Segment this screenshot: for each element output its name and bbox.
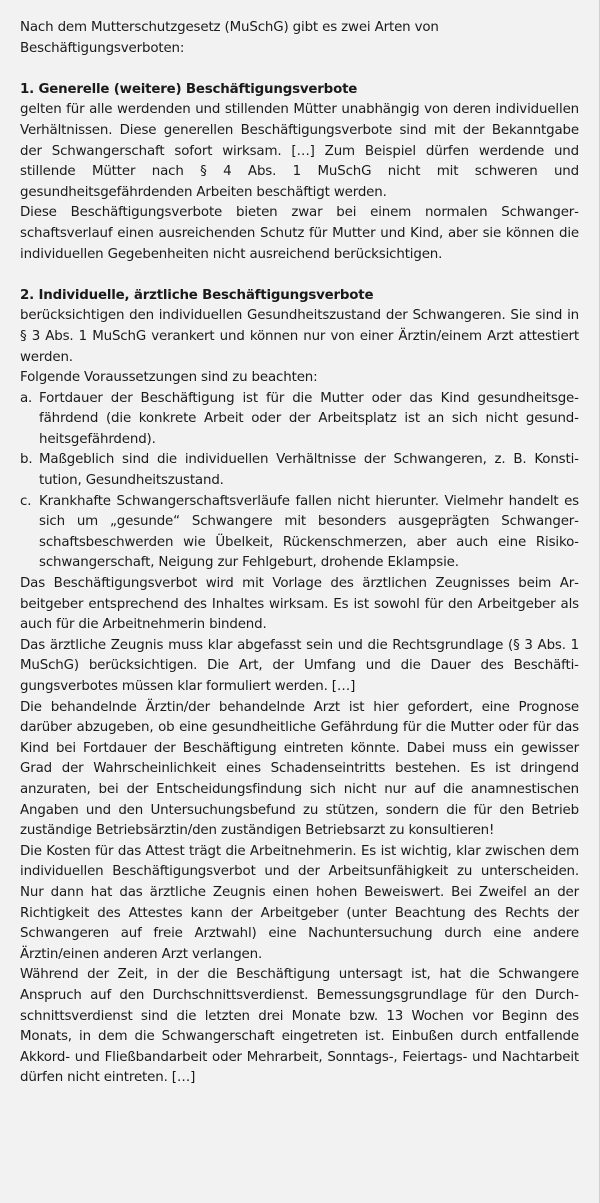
list-marker: b. <box>20 452 33 468</box>
list-item <box>20 492 579 574</box>
section-2-paragraph: Das Beschäftigungsverbot wird mit Vorlage des ärztlichen Zeugnisses beim Arbeitgeber entsprechend des Inhaltes wirksam. Es ist sowohl für den Arbeitgeber als auch für die Arbeitnehmerin bindend. <box>20 576 579 633</box>
list-item-text: Fortdauer der Beschäftigung ist für die Mutter oder das Kind gesundheitsgefährdend (die konkrete Arbeit oder der Arbeitsplatz ist an sich nicht gesundheitsgefährdend). <box>39 390 579 447</box>
section-2-paragraph: Die Kosten für das Attest trägt die Arbeitnehmerin. Es ist wichtig, klar zwischen dem individuellen Beschäftigungsverbot und der Arbeitsunfähigkeit zu unterscheiden. Nur dann hat das ärztliche Zeugnis einen hohen Beweiswert. Bei Zweifel an der Richtigkeit des Attestes kann der Arbeitgeber (unter Beachtung des Rechts der Schwangeren auf freie Arztwahl) eine Nachuntersuchung durch eine andere Ärztin/einen anderen Arzt verlangen. <box>20 843 579 962</box>
section-1-paragraph: Diese Beschäftigungsverbote bieten zwar bei einem normalen Schwangerschaftsverlauf einen ausreichenden Schutz für Mutter und Kind, aber sie können die individuellen Gegebenheiten nicht ausreichend berücksichtigen. <box>20 205 579 262</box>
document-body <box>20 18 579 1089</box>
conditions-list <box>20 389 579 574</box>
section-2-paragraph: Während der Zeit, in der die Beschäftigung untersagt ist, hat die Schwangere Anspruch auf den Durchschnittsverdienst. Bemessungsgrundlage für den Durchschnittsverdienst sind die letzten drei Monate bzw. 13 Wochen vor Beginn des Monats, in dem die Schwangerschaft eingetreten ist. Einbußen durch entfallende Akkord- und Fließbandarbeit oder Mehrarbeit, Sonntags-, Feiertags- und Nachtarbeit dürfen nicht eintreten. […] <box>20 967 579 1086</box>
list-item-text: Krankhafte Schwangerschaftsverläufe fallen nicht hierunter. Vielmehr handelt es sich um „gesunde“ Schwangere mit besonders ausgeprägten Schwangerschaftsbeschwerden wie Übelkeit, Rückenschmerzen, aber auch eine Risikoschwangerschaft, Neigung zur Fehlgeburt, drohende Eklampsie. <box>39 493 579 571</box>
list-item-text: Maßgeblich sind die individuellen Verhältnisse der Schwangeren, z. B. Konstitution, Gesundheitszustand. <box>39 452 579 489</box>
section-2-heading: 2. Individuelle, ärztliche Beschäftigungsverbote <box>20 287 374 303</box>
section-2-paragraph: Das ärztliche Zeugnis muss klar abgefasst sein und die Rechtsgrundlage (§ 3 Abs. 1 MuSchG) berücksichtigen. Die Art, der Umfang und die Dauer des Beschäftigungsverbotes müssen klar formuliert werden. […] <box>20 637 579 694</box>
list-marker: c. <box>20 493 32 509</box>
conditions-intro: Folgende Voraussetzungen sind zu beachten: <box>20 370 318 386</box>
list-marker: a. <box>20 390 33 406</box>
section-2-lead: berücksichtigen den individuellen Gesundheitszustand der Schwangeren. Sie sind in § 3 Abs. 1 MuSchG verankert und können nur von einer Ärztin/einem Arzt attestiert werden. <box>20 308 579 365</box>
list-item <box>20 450 579 491</box>
list-item <box>20 389 579 451</box>
intro-text: Nach dem Mutterschutzgesetz (MuSchG) gibt es zwei Arten von Beschäftigungsverboten: <box>20 20 439 56</box>
section-1-heading: 1. Generelle (weitere) Beschäftigungsverbote <box>20 81 358 97</box>
section-2-paragraph: Die behandelnde Ärztin/der behandelnde Arzt ist hier gefordert, eine Prognose darüber abzugeben, ob eine gesundheitliche Gefährdung für die Mutter oder für das Kind bei Fortdauer der Beschäftigung eintreten könnte. Dabei muss ein gewisser Grad der Wahrscheinlichkeit eines Schadenseintritts bestehen. Es ist dringend anzuraten, bei der Entscheidungsfindung sich nicht nur auf die anamnestischen Angaben und den Untersuchungsbefund zu stützen, sondern die für den Betrieb zuständige Betriebsärztin/den zuständigen Betriebsarzt zu konsultieren! <box>20 699 579 839</box>
section-1-paragraph: gelten für alle werdenden und stillenden Mütter unabhängig von deren individuellen Verhältnissen. Diese generellen Beschäftigungsverbote sind mit der Bekanntgabe der Schwangerschaft sofort wirksam. […] Zum Beispiel dürfen werdende und stillende Mütter nach § 4 Abs. 1 MuSchG nicht mit schweren und gesundheitsgefährdenden Arbeiten beschäftigt werden. <box>20 102 579 200</box>
